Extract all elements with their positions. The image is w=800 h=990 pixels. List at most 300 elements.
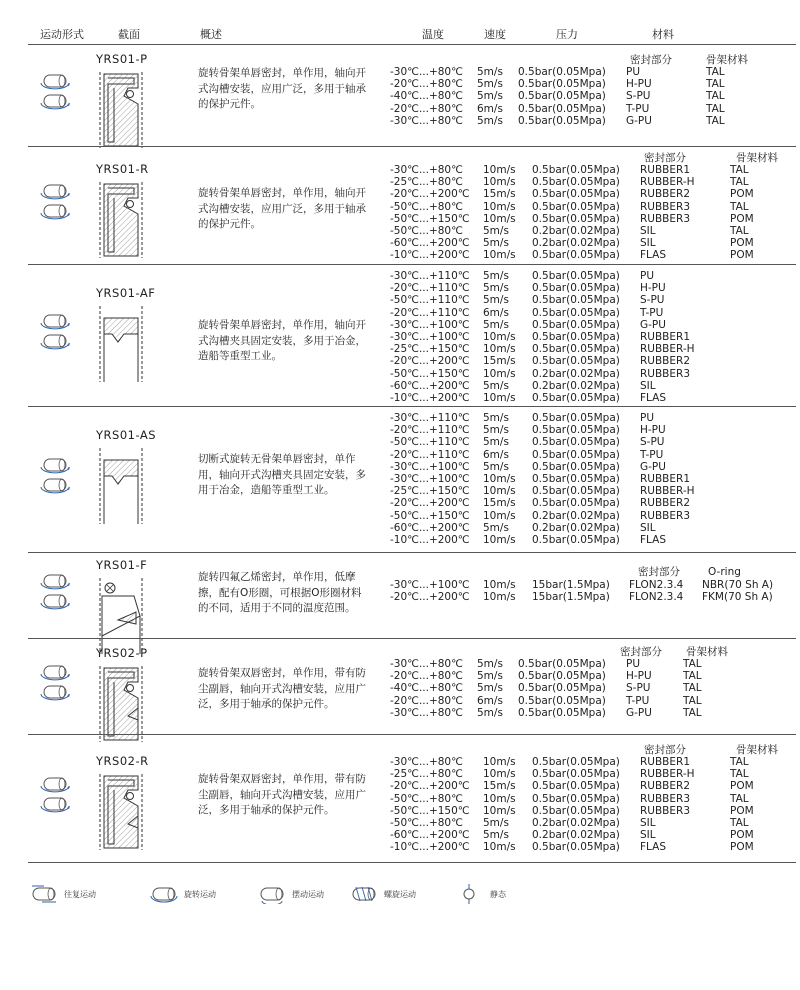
spec-pressure: 0.5bar(0.05Mpa) (532, 294, 620, 307)
seal-cross-section-icon (98, 304, 144, 384)
product-description: 旋转骨架单唇密封，单作用，轴向开式沟槽安装，应用广泛，多用于轴承的保护元件。 (198, 67, 366, 110)
product-row-yrs02-p (0, 638, 800, 734)
spec-temperature: -30℃...+110℃ (390, 270, 470, 282)
spec-seal-material: G-PU (640, 460, 666, 473)
spec-speed: 10m/s (483, 756, 516, 768)
rotary-motion-icon (38, 573, 72, 617)
spec-seal-material: RUBBER3 (640, 792, 690, 805)
spec-temperature: -20℃...+80℃ (390, 78, 463, 91)
spec-pressure: 0.5bar(0.05Mpa) (518, 706, 606, 719)
header-material: 材料 (652, 28, 674, 41)
spec-temperature: -60℃...+200℃ (390, 379, 470, 392)
cross-section (98, 446, 144, 530)
spec-speed: 5m/s (483, 412, 509, 424)
product-description: 旋转骨架双唇密封，单作用，带有防尘副唇，轴向开式沟槽安装，应用广泛，多用于轴承的保护元件。 (198, 773, 366, 816)
spec-speed: 15m/s (483, 780, 516, 793)
spec-seal-material: RUBBER3 (640, 212, 690, 225)
cross-section (98, 304, 144, 388)
spec-speed: 5m/s (483, 521, 509, 534)
spec-pressure: 0.5bar(0.05Mpa) (532, 355, 620, 368)
legend-item (258, 884, 324, 904)
legend-item (456, 884, 506, 904)
spec-pressure: 0.5bar(0.05Mpa) (532, 448, 620, 461)
header-speed: 速度 (484, 28, 506, 41)
spec-pressure: 0.5bar(0.05Mpa) (532, 270, 620, 282)
spec-seal-material: H-PU (626, 78, 652, 91)
spec-temperature: -10℃...+200℃ (390, 392, 470, 404)
spec-seal-material: S-PU (626, 90, 651, 103)
legend-label: 旋转运动 (184, 889, 216, 899)
spec-seal-material: T-PU (640, 306, 664, 319)
spec-temperature: -50℃...+80℃ (390, 225, 463, 237)
material-subheader: 密封部分 (644, 744, 686, 756)
spec-speed: 5m/s (477, 66, 503, 78)
product-row-yrs01-f (0, 552, 800, 638)
spec-seal-material: RUBBER-H (640, 485, 695, 498)
legend-label: 摆动运动 (292, 889, 324, 899)
spec-pressure: 0.2bar(0.02Mpa) (532, 829, 620, 842)
cross-section (98, 772, 144, 856)
spec-pressure: 0.5bar(0.05Mpa) (532, 436, 620, 449)
spec-speed: 10m/s (483, 485, 516, 498)
spec-seal-material: RUBBER-H (640, 343, 695, 356)
spec-frame-material: TAL (730, 225, 749, 237)
cross-section (98, 70, 144, 154)
spec-speed: 5m/s (483, 237, 509, 250)
spec-pressure: 15bar(1.5Mpa) (532, 591, 610, 604)
product-row-yrs02-r (0, 734, 800, 862)
header-temp: 温度 (422, 28, 444, 41)
spec-speed: 15m/s (483, 188, 516, 201)
spec-temperature: -25℃...+150℃ (390, 343, 470, 356)
seal-cross-section-icon (98, 180, 144, 260)
product-code: YRS01-F (96, 558, 148, 572)
spec-seal-material: H-PU (640, 424, 666, 437)
spec-frame-material: TAL (706, 78, 725, 91)
spec-speed: 5m/s (483, 282, 509, 295)
spec-frame-material: POM (730, 841, 754, 854)
seal-cross-section-icon (98, 772, 144, 852)
spec-pressure: 0.5bar(0.05Mpa) (532, 841, 620, 854)
spec-pressure: 0.5bar(0.05Mpa) (532, 756, 620, 768)
spec-seal-material: FLON2.3.4 (629, 591, 684, 604)
spec-seal-material: T-PU (626, 102, 650, 115)
legend-label: 螺旋运动 (384, 889, 416, 899)
spec-pressure: 0.5bar(0.05Mpa) (532, 318, 620, 331)
product-description: 旋转骨架双唇密封，单作用，带有防尘副唇，轴向开式沟槽安装，应用广泛，多用于轴承的保护元件。 (198, 667, 366, 710)
spec-temperature: -30℃...+100℃ (390, 318, 470, 331)
spec-speed: 5m/s (483, 424, 509, 437)
spec-speed: 10m/s (483, 591, 516, 604)
spec-pressure: 0.5bar(0.05Mpa) (532, 460, 620, 473)
spec-temperature: -10℃...+200℃ (390, 249, 470, 262)
spec-temperature: -60℃...+200℃ (390, 237, 470, 250)
spec-temperature: -50℃...+150℃ (390, 509, 470, 522)
spec-temperature: -30℃...+80℃ (390, 164, 463, 176)
seal-cross-section-icon (98, 664, 144, 744)
spec-seal-material: FLAS (640, 841, 666, 854)
header-summary: 概述 (200, 28, 222, 41)
spec-seal-material: RUBBER1 (640, 756, 690, 768)
spec-speed: 6m/s (477, 694, 503, 707)
spec-temperature: -50℃...+80℃ (390, 792, 463, 805)
spec-temperature: -30℃...+80℃ (390, 66, 463, 78)
spec-speed: 15m/s (483, 355, 516, 368)
spec-pressure: 0.5bar(0.05Mpa) (532, 412, 620, 424)
spec-temperature: -60℃...+200℃ (390, 829, 470, 842)
product-description: 旋转四氟乙烯密封，单作用，低摩擦，配有O形圈，可根据O形圈材料的不同，适用于不同的温度范围。 (198, 571, 362, 614)
product-code: YRS02-P (96, 646, 148, 660)
spec-pressure: 0.5bar(0.05Mpa) (532, 212, 620, 225)
spec-seal-material: H-PU (626, 670, 652, 683)
spec-frame-material: POM (730, 780, 754, 793)
spec-temperature: -20℃...+200℃ (390, 591, 470, 604)
spec-temperature: -30℃...+100℃ (390, 460, 470, 473)
spec-temperature: -20℃...+80℃ (390, 670, 463, 683)
spec-pressure: 0.5bar(0.05Mpa) (532, 392, 620, 404)
spec-pressure: 0.5bar(0.05Mpa) (532, 249, 620, 262)
motion-type (38, 573, 72, 621)
spec-speed: 10m/s (483, 768, 516, 781)
product-description: 旋转骨架单唇密封，单作用，轴向开式沟槽夹具固定安装，多用于冶金，造船等重型工业。 (198, 319, 366, 362)
material-subheader: 骨架材料 (736, 744, 778, 756)
spec-seal-material: G-PU (626, 706, 652, 719)
spec-temperature: -10℃...+200℃ (390, 534, 470, 546)
spec-temperature: -20℃...+80℃ (390, 102, 463, 115)
spec-speed: 5m/s (477, 670, 503, 683)
spec-speed: 10m/s (483, 367, 516, 380)
product-description: 切断式旋转无骨架单唇密封，单作用，轴向开式沟槽夹具固定安装，多用于冶金，造船等重型工业。 (198, 453, 366, 496)
spec-temperature: -20℃...+110℃ (390, 306, 470, 319)
spec-seal-material: G-PU (626, 114, 652, 127)
spec-pressure: 0.5bar(0.05Mpa) (532, 306, 620, 319)
spec-temperature: -30℃...+80℃ (390, 706, 463, 719)
spec-frame-material: TAL (683, 694, 702, 707)
material-subheader: 密封部分 (630, 54, 672, 66)
spec-seal-material: RUBBER3 (640, 367, 690, 380)
product-code: YRS01-AS (96, 428, 157, 442)
spec-speed: 5m/s (483, 270, 509, 282)
spec-speed: 10m/s (483, 534, 516, 546)
spec-seal-material: RUBBER3 (640, 200, 690, 213)
spec-pressure: 0.5bar(0.05Mpa) (518, 694, 606, 707)
spec-speed: 6m/s (477, 102, 503, 115)
spec-speed: 15m/s (483, 497, 516, 510)
spec-speed: 5m/s (477, 658, 503, 670)
spec-temperature: -25℃...+80℃ (390, 768, 463, 781)
spec-speed: 10m/s (483, 343, 516, 356)
product-row-yrs01-p (0, 44, 800, 146)
spec-pressure: 0.5bar(0.05Mpa) (532, 497, 620, 510)
spec-frame-material: TAL (706, 102, 725, 115)
spec-pressure: 0.5bar(0.05Mpa) (518, 682, 606, 695)
seal-cross-section-icon (98, 70, 144, 150)
spec-speed: 10m/s (483, 841, 516, 854)
spec-pressure: 0.2bar(0.02Mpa) (532, 379, 620, 392)
spec-speed: 10m/s (483, 212, 516, 225)
spec-temperature: -30℃...+80℃ (390, 756, 463, 768)
spec-pressure: 0.5bar(0.05Mpa) (532, 331, 620, 343)
spec-temperature: -60℃...+200℃ (390, 521, 470, 534)
legend-label: 往复运动 (64, 889, 96, 899)
spec-frame-material: TAL (730, 164, 749, 176)
material-subheader: 骨架材料 (736, 152, 778, 164)
spec-seal-material: FLAS (640, 534, 666, 546)
spec-pressure: 0.5bar(0.05Mpa) (532, 343, 620, 356)
spec-seal-material: RUBBER-H (640, 176, 695, 189)
spec-speed: 5m/s (483, 294, 509, 307)
spec-pressure: 0.5bar(0.05Mpa) (532, 768, 620, 781)
spec-pressure: 0.2bar(0.02Mpa) (532, 225, 620, 237)
rotary-motion-icon (38, 664, 72, 708)
spec-temperature: -20℃...+200℃ (390, 497, 470, 510)
spec-frame-material: TAL (706, 114, 725, 127)
motion-legend (30, 884, 790, 908)
spec-speed: 5m/s (483, 817, 509, 829)
spec-pressure: 0.5bar(0.05Mpa) (532, 534, 620, 546)
motion-type (38, 183, 72, 231)
spec-seal-material: S-PU (640, 436, 665, 449)
spec-speed: 10m/s (483, 473, 516, 485)
row-divider (28, 862, 796, 863)
spec-temperature: -20℃...+200℃ (390, 780, 470, 793)
spec-frame-material: FKM(70 Sh A) (702, 591, 773, 604)
spec-speed: 5m/s (483, 225, 509, 237)
spec-pressure: 0.5bar(0.05Mpa) (518, 78, 606, 91)
spec-frame-material: TAL (730, 200, 749, 213)
header-pressure: 压力 (556, 28, 578, 41)
spec-frame-material: TAL (730, 768, 749, 781)
motion-type (38, 776, 72, 824)
spec-temperature: -30℃...+100℃ (390, 473, 470, 485)
material-subheader: O-ring (708, 566, 741, 578)
product-row-yrs01-af (0, 264, 800, 406)
spec-pressure: 0.5bar(0.05Mpa) (532, 176, 620, 189)
spec-speed: 10m/s (483, 331, 516, 343)
rotary-motion-icon (38, 73, 72, 117)
material-subheader: 密封部分 (644, 152, 686, 164)
spec-seal-material: PU (626, 66, 641, 78)
spec-frame-material: TAL (730, 176, 749, 189)
spec-speed: 5m/s (483, 460, 509, 473)
spec-pressure: 0.5bar(0.05Mpa) (518, 66, 606, 78)
spec-speed: 6m/s (483, 306, 509, 319)
spec-temperature: -20℃...+200℃ (390, 188, 470, 201)
spec-speed: 5m/s (483, 379, 509, 392)
spec-pressure: 0.5bar(0.05Mpa) (518, 90, 606, 103)
spec-pressure: 0.2bar(0.02Mpa) (532, 817, 620, 829)
spec-pressure: 0.5bar(0.05Mpa) (518, 102, 606, 115)
motion-type (38, 664, 72, 712)
product-code: YRS01-AF (96, 286, 156, 300)
spec-seal-material: S-PU (626, 682, 651, 695)
legend-item (150, 884, 216, 904)
product-row-yrs01-as (0, 406, 800, 552)
spec-temperature: -30℃...+80℃ (390, 114, 463, 127)
header-motion: 运动形式 (40, 28, 84, 41)
spec-pressure: 0.5bar(0.05Mpa) (532, 473, 620, 485)
legend-label: 静态 (490, 889, 506, 899)
spec-frame-material: POM (730, 804, 754, 817)
spec-seal-material: RUBBER3 (640, 804, 690, 817)
product-code: YRS01-R (96, 162, 149, 176)
spec-seal-material: G-PU (640, 318, 666, 331)
spec-temperature: -50℃...+150℃ (390, 212, 470, 225)
spec-temperature: -40℃...+80℃ (390, 90, 463, 103)
rotary-motion-icon (38, 457, 72, 501)
spec-frame-material: POM (730, 249, 754, 262)
spec-pressure: 0.5bar(0.05Mpa) (532, 424, 620, 437)
spec-pressure: 0.5bar(0.05Mpa) (532, 282, 620, 295)
rotary-motion-icon (38, 776, 72, 820)
spec-pressure: 0.5bar(0.05Mpa) (518, 670, 606, 683)
spec-speed: 5m/s (477, 682, 503, 695)
spec-speed: 5m/s (477, 78, 503, 91)
spec-speed: 5m/s (477, 114, 503, 127)
spec-pressure: 0.5bar(0.05Mpa) (518, 114, 606, 127)
spec-frame-material: POM (730, 829, 754, 842)
helical-motion-icon (350, 884, 378, 904)
spec-speed: 10m/s (483, 200, 516, 213)
spec-speed: 10m/s (483, 792, 516, 805)
motion-type (38, 73, 72, 121)
spec-seal-material: FLON2.3.4 (629, 579, 684, 591)
spec-seal-material: SIL (640, 521, 656, 534)
spec-seal-material: T-PU (640, 448, 664, 461)
spec-seal-material: SIL (640, 225, 656, 237)
spec-seal-material: RUBBER1 (640, 164, 690, 176)
spec-seal-material: H-PU (640, 282, 666, 295)
spec-pressure: 0.5bar(0.05Mpa) (532, 780, 620, 793)
spec-pressure: 15bar(1.5Mpa) (532, 579, 610, 591)
spec-temperature: -20℃...+110℃ (390, 282, 470, 295)
spec-pressure: 0.2bar(0.02Mpa) (532, 521, 620, 534)
spec-seal-material: PU (640, 270, 655, 282)
spec-seal-material: RUBBER1 (640, 331, 690, 343)
spec-temperature: -10℃...+200℃ (390, 841, 470, 854)
spec-temperature: -50℃...+150℃ (390, 804, 470, 817)
motion-type (38, 457, 72, 505)
spec-speed: 10m/s (483, 176, 516, 189)
spec-frame-material: TAL (730, 756, 749, 768)
spec-frame-material: TAL (706, 90, 725, 103)
rotary-motion-icon (38, 313, 72, 357)
material-subheader: 密封部分 (620, 646, 662, 658)
spec-temperature: -25℃...+150℃ (390, 485, 470, 498)
spec-pressure: 0.5bar(0.05Mpa) (532, 200, 620, 213)
spec-frame-material: TAL (683, 706, 702, 719)
spec-temperature: -20℃...+200℃ (390, 355, 470, 368)
spec-speed: 6m/s (483, 448, 509, 461)
rotary-motion-icon (38, 183, 72, 227)
material-subheader: 骨架材料 (686, 646, 728, 658)
spec-seal-material: PU (626, 658, 641, 670)
spec-frame-material: TAL (730, 817, 749, 829)
product-row-yrs01-r (0, 146, 800, 264)
spec-temperature: -20℃...+80℃ (390, 694, 463, 707)
spec-seal-material: SIL (640, 817, 656, 829)
spec-pressure: 0.2bar(0.02Mpa) (532, 367, 620, 380)
spec-speed: 5m/s (477, 90, 503, 103)
spec-speed: 10m/s (483, 164, 516, 176)
spec-speed: 5m/s (483, 436, 509, 449)
header-section: 截面 (118, 28, 140, 41)
spec-temperature: -30℃...+100℃ (390, 331, 470, 343)
product-code: YRS02-R (96, 754, 149, 768)
spec-speed: 10m/s (483, 249, 516, 262)
spec-temperature: -50℃...+110℃ (390, 294, 470, 307)
spec-speed: 10m/s (483, 392, 516, 404)
spec-pressure: 0.5bar(0.05Mpa) (532, 164, 620, 176)
spec-temperature: -50℃...+80℃ (390, 200, 463, 213)
spec-temperature: -50℃...+80℃ (390, 817, 463, 829)
spec-seal-material: RUBBER-H (640, 768, 695, 781)
spec-frame-material: TAL (683, 682, 702, 695)
spec-temperature: -50℃...+110℃ (390, 436, 470, 449)
spec-temperature: -30℃...+110℃ (390, 412, 470, 424)
legend-item (350, 884, 416, 904)
spec-speed: 5m/s (477, 706, 503, 719)
motion-type (38, 313, 72, 361)
spec-seal-material: RUBBER2 (640, 780, 690, 793)
spec-temperature: -20℃...+110℃ (390, 448, 470, 461)
spec-frame-material: TAL (683, 670, 702, 683)
material-subheader: 骨架材料 (706, 54, 748, 66)
spec-temperature: -20℃...+110℃ (390, 424, 470, 437)
spec-pressure: 0.5bar(0.05Mpa) (532, 804, 620, 817)
spec-temperature: -50℃...+150℃ (390, 367, 470, 380)
spec-frame-material: TAL (706, 66, 725, 78)
spec-pressure: 0.2bar(0.02Mpa) (532, 509, 620, 522)
spec-pressure: 0.5bar(0.05Mpa) (532, 485, 620, 498)
spec-pressure: 0.5bar(0.05Mpa) (532, 792, 620, 805)
spec-frame-material: POM (730, 212, 754, 225)
spec-speed: 10m/s (483, 804, 516, 817)
spec-seal-material: FLAS (640, 249, 666, 262)
product-description: 旋转骨架单唇密封，单作用，轴向开式沟槽安装，应用广泛，多用于轴承的保护元件。 (198, 187, 366, 230)
spec-seal-material: SIL (640, 379, 656, 392)
spec-pressure: 0.5bar(0.05Mpa) (532, 188, 620, 201)
spec-seal-material: S-PU (640, 294, 665, 307)
spec-speed: 5m/s (483, 829, 509, 842)
spec-pressure: 0.5bar(0.05Mpa) (518, 658, 606, 670)
spec-seal-material: SIL (640, 237, 656, 250)
spec-seal-material: SIL (640, 829, 656, 842)
oscillating-motion-icon (258, 884, 286, 904)
product-code: YRS01-P (96, 52, 148, 66)
spec-seal-material: T-PU (626, 694, 650, 707)
spec-speed: 10m/s (483, 579, 516, 591)
spec-seal-material: PU (640, 412, 655, 424)
spec-speed: 5m/s (483, 318, 509, 331)
spec-temperature: -25℃...+80℃ (390, 176, 463, 189)
spec-frame-material: TAL (683, 658, 702, 670)
spec-seal-material: FLAS (640, 392, 666, 404)
spec-temperature: -30℃...+100℃ (390, 579, 470, 591)
spec-speed: 10m/s (483, 509, 516, 522)
spec-seal-material: RUBBER2 (640, 355, 690, 368)
spec-seal-material: RUBBER2 (640, 188, 690, 201)
spec-seal-material: RUBBER2 (640, 497, 690, 510)
spec-temperature: -40℃...+80℃ (390, 682, 463, 695)
spec-seal-material: RUBBER1 (640, 473, 690, 485)
spec-temperature: -30℃...+80℃ (390, 658, 463, 670)
rotary-motion-icon (150, 884, 178, 904)
static-icon (456, 884, 484, 904)
material-subheader: 密封部分 (638, 566, 680, 578)
seal-cross-section-icon (98, 446, 144, 526)
spec-pressure: 0.2bar(0.02Mpa) (532, 237, 620, 250)
